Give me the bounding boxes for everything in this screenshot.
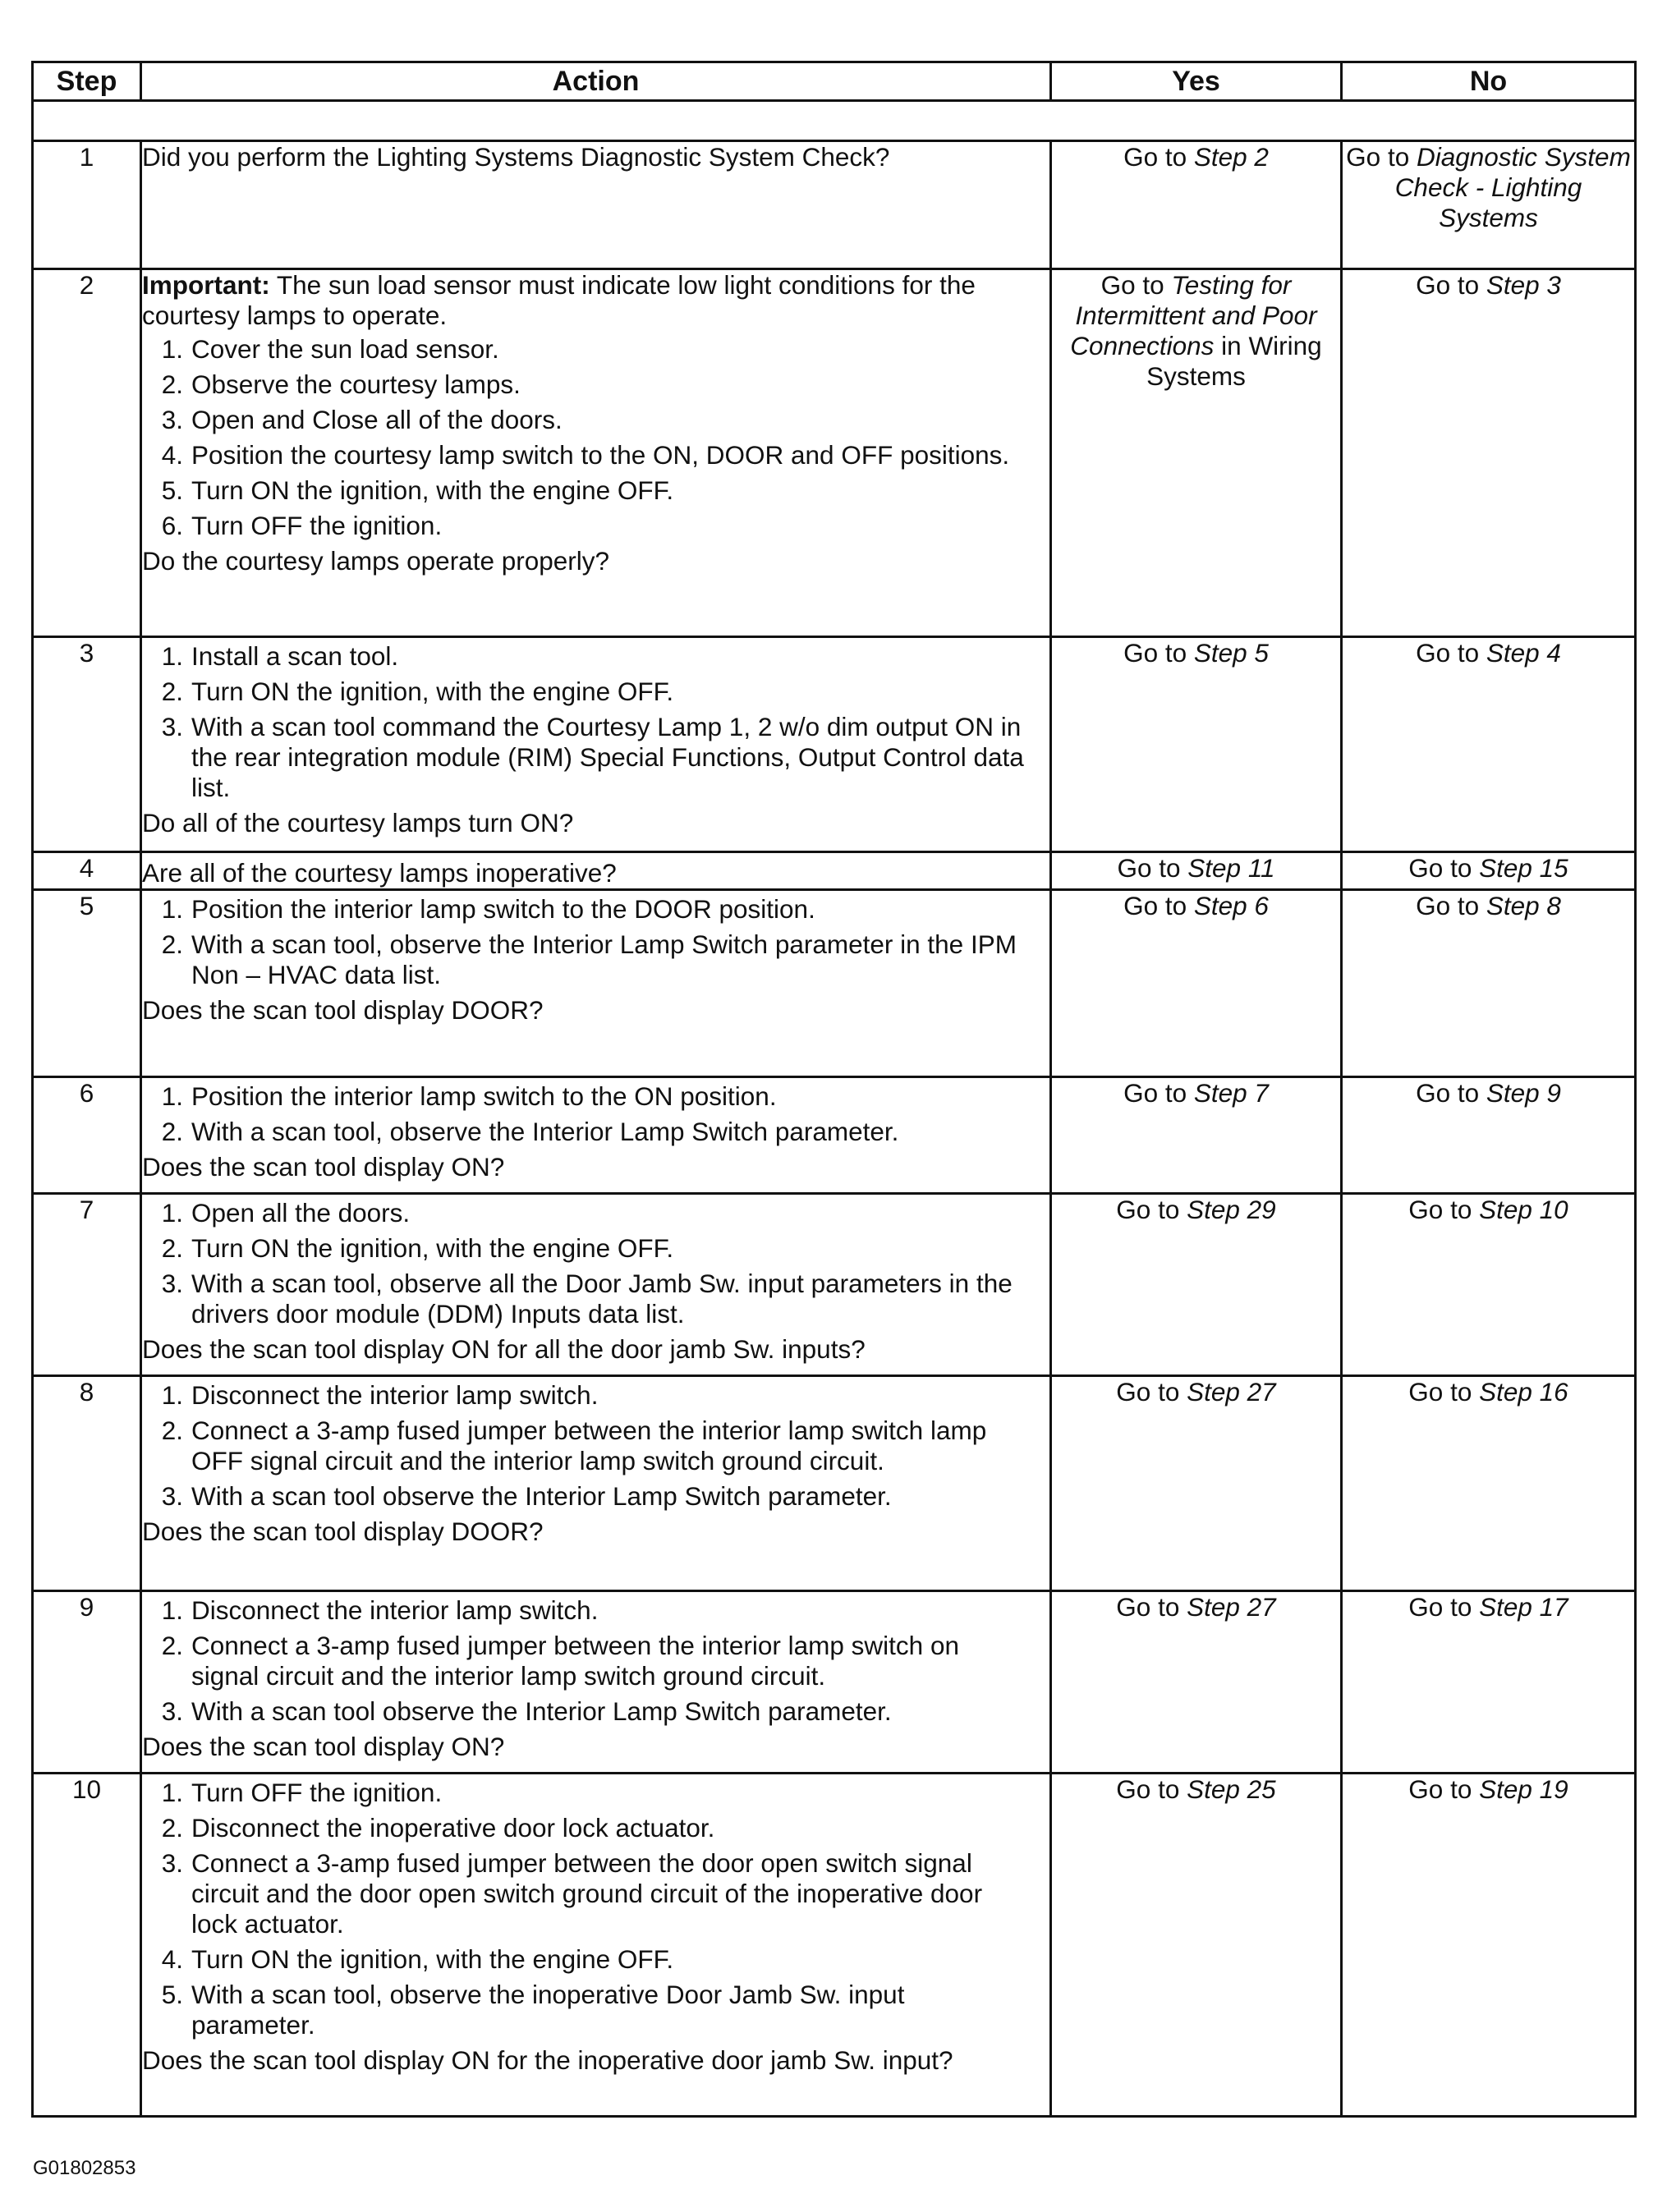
question-text: Does the scan tool display ON for all the door jamb Sw. inputs? — [142, 1334, 866, 1364]
procedure-item — [142, 929, 1049, 990]
question-text: Does the scan tool display ON for the inoperative door jamb Sw. input? — [142, 2045, 953, 2075]
procedure-item — [142, 641, 1049, 672]
no-cell — [1342, 1591, 1636, 1774]
goto-prefix: Go to — [1100, 270, 1172, 300]
step-number: 9 — [33, 1591, 141, 1774]
procedure-item — [142, 1198, 1049, 1228]
action-cell — [141, 1774, 1051, 2117]
table-row — [33, 1077, 1636, 1194]
no-cell — [1342, 890, 1636, 1077]
procedure-item — [142, 1269, 1049, 1329]
goto-target: Step 11 — [1187, 853, 1275, 883]
goto-target: Step 6 — [1193, 891, 1269, 920]
no-cell — [1342, 1376, 1636, 1591]
goto-target: Step 3 — [1486, 270, 1561, 300]
procedure-item — [142, 1813, 1049, 1843]
item-text: Connect a 3-amp fused jumper between the interior lamp switch lamp OFF signal circuit and the interior lamp switch ground circuit. — [191, 1416, 987, 1475]
goto-target: Step 8 — [1486, 891, 1561, 920]
procedure-item — [142, 1778, 1049, 1808]
goto-suffix: in Wiring Systems — [1146, 331, 1322, 391]
action-cell — [141, 1077, 1051, 1194]
item-number: 3. — [161, 1848, 183, 1878]
item-number: 1. — [161, 1595, 183, 1625]
goto-prefix: Go to — [1117, 853, 1188, 883]
item-text: With a scan tool, observe the inoperative Door Jamb Sw. input parameter. — [191, 1980, 905, 2040]
step-number: 7 — [33, 1194, 141, 1376]
item-number: 4. — [161, 440, 183, 470]
procedure-item — [142, 677, 1049, 707]
item-text: Disconnect the interior lamp switch. — [191, 1595, 599, 1625]
step-number: 10 — [33, 1774, 141, 2117]
step-number: 4 — [33, 852, 141, 890]
goto-target: Step 19 — [1479, 1774, 1568, 1804]
goto-target: Step 7 — [1193, 1078, 1269, 1108]
procedure-item — [142, 369, 1049, 400]
yes-cell — [1051, 1591, 1342, 1774]
action-cell — [141, 1591, 1051, 1774]
item-number: 5. — [161, 475, 183, 505]
item-number: 3. — [161, 405, 183, 434]
header-yes: Yes — [1051, 62, 1342, 101]
goto-target: Step 2 — [1193, 142, 1269, 172]
step-number: 3 — [33, 637, 141, 852]
goto-target: Step 29 — [1187, 1195, 1276, 1224]
item-text: With a scan tool observe the Interior Lamp Switch parameter. — [191, 1696, 892, 1726]
procedure-item — [142, 440, 1049, 470]
procedure-item — [142, 475, 1049, 506]
question-text: Do all of the courtesy lamps turn ON? — [142, 808, 574, 838]
no-cell — [1342, 269, 1636, 637]
table-row — [33, 1194, 1636, 1376]
no-cell — [1342, 1774, 1636, 2117]
procedure-item — [142, 511, 1049, 541]
yes-cell — [1051, 141, 1342, 269]
goto-prefix: Go to — [1116, 1377, 1187, 1407]
step-number: 2 — [33, 269, 141, 637]
goto-prefix: Go to — [1416, 891, 1486, 920]
goto-target: Testing for Intermittent and Poor Connections — [1070, 270, 1317, 360]
intro-text: Did you perform the Lighting Systems Diagnostic System Check? — [142, 142, 890, 172]
item-text: Position the interior lamp switch to the ON position. — [191, 1081, 777, 1111]
item-number: 2. — [161, 1117, 183, 1146]
goto-prefix: Go to — [1408, 1592, 1480, 1622]
table-row — [33, 852, 1636, 890]
diagnostic-table — [31, 61, 1637, 2118]
goto-target: Step 15 — [1479, 853, 1568, 883]
goto-target: Step 27 — [1187, 1377, 1276, 1407]
blank-cell — [33, 101, 1636, 141]
question-text: Does the scan tool display DOOR? — [142, 995, 544, 1025]
question-text: Does the scan tool display DOOR? — [142, 1517, 544, 1546]
item-number: 1. — [161, 641, 183, 671]
goto-prefix: Go to — [1123, 638, 1194, 668]
procedure-item — [142, 1481, 1049, 1512]
procedure-item — [142, 1848, 1049, 1939]
question-text: Does the scan tool display ON? — [142, 1152, 505, 1182]
goto-prefix: Go to — [1408, 1774, 1480, 1804]
goto-prefix: Go to — [1116, 1195, 1187, 1224]
action-intro — [142, 270, 1049, 331]
header-action: Action — [141, 62, 1051, 101]
item-text: Disconnect the inoperative door lock actuator. — [191, 1813, 715, 1843]
item-text: With a scan tool, observe the Interior Lamp Switch parameter. — [191, 1117, 899, 1146]
item-text: With a scan tool command the Courtesy Lamp 1, 2 w/o dim output ON in the rear integration module (RIM) Special Functions, Output Control data list. — [191, 712, 1024, 802]
item-number: 1. — [161, 1198, 183, 1228]
item-text: Turn ON the ignition, with the engine OFF. — [191, 677, 674, 706]
procedure-item — [142, 334, 1049, 365]
procedure-item — [142, 1696, 1049, 1727]
item-text: Cover the sun load sensor. — [191, 334, 499, 364]
goto-prefix: Go to — [1408, 1195, 1480, 1224]
goto-prefix: Go to — [1416, 270, 1486, 300]
goto-target: Step 17 — [1479, 1592, 1568, 1622]
table-row — [33, 1774, 1636, 2117]
goto-target: Step 25 — [1187, 1774, 1276, 1804]
procedure-item — [142, 1081, 1049, 1112]
item-number: 3. — [161, 1696, 183, 1726]
item-number: 4. — [161, 1944, 183, 1974]
procedure-item — [142, 894, 1049, 925]
yes-cell — [1051, 1774, 1342, 2117]
action-cell — [141, 1194, 1051, 1376]
table-row — [33, 637, 1636, 852]
yes-cell — [1051, 852, 1342, 890]
goto-target: Step 27 — [1187, 1592, 1276, 1622]
procedure-item — [142, 1595, 1049, 1626]
step-number: 1 — [33, 141, 141, 269]
yes-cell — [1051, 1376, 1342, 1591]
goto-prefix: Go to — [1408, 853, 1480, 883]
table-row — [33, 1591, 1636, 1774]
item-number: 1. — [161, 1778, 183, 1807]
procedure-item — [142, 1980, 1049, 2040]
goto-prefix: Go to — [1123, 142, 1194, 172]
item-number: 1. — [161, 1380, 183, 1410]
goto-prefix: Go to — [1116, 1592, 1187, 1622]
action-cell — [141, 269, 1051, 637]
action-cell — [141, 141, 1051, 269]
yes-cell — [1051, 269, 1342, 637]
table-row — [33, 269, 1636, 637]
action-intro — [142, 142, 1049, 172]
goto-prefix: Go to — [1116, 1774, 1187, 1804]
item-text: Install a scan tool. — [191, 641, 399, 671]
item-number: 1. — [161, 894, 183, 924]
intro-text: The sun load sensor must indicate low light conditions for the courtesy lamps to operate. — [142, 270, 976, 330]
item-number: 2. — [161, 677, 183, 706]
no-cell — [1342, 141, 1636, 269]
yes-cell — [1051, 890, 1342, 1077]
goto-prefix: Go to — [1123, 891, 1194, 920]
item-number: 3. — [161, 1481, 183, 1511]
item-number: 3. — [161, 712, 183, 741]
item-number: 2. — [161, 1416, 183, 1445]
procedure-item — [142, 1416, 1049, 1476]
yes-cell — [1051, 1194, 1342, 1376]
item-text: Disconnect the interior lamp switch. — [191, 1380, 599, 1410]
action-cell — [141, 852, 1051, 890]
no-cell — [1342, 852, 1636, 890]
procedure-item — [142, 1944, 1049, 1975]
goto-prefix: Go to — [1416, 1078, 1486, 1108]
item-number: 2. — [161, 1233, 183, 1263]
item-text: Observe the courtesy lamps. — [191, 369, 521, 399]
question-text: Are all of the courtesy lamps inoperative? — [142, 858, 617, 888]
yes-cell — [1051, 1077, 1342, 1194]
item-text: Connect a 3-amp fused jumper between the door open switch signal circuit and the door open switch ground circuit of the inoperative door lock actuator. — [191, 1848, 983, 1939]
item-number: 2. — [161, 929, 183, 959]
item-number: 2. — [161, 1631, 183, 1660]
goto-target: Step 10 — [1479, 1195, 1568, 1224]
table-row — [33, 1376, 1636, 1591]
goto-prefix: Go to — [1416, 638, 1486, 668]
item-text: With a scan tool, observe all the Door Jamb Sw. input parameters in the drivers door module (DDM) Inputs data list. — [191, 1269, 1013, 1329]
procedure-item — [142, 712, 1049, 803]
item-number: 1. — [161, 1081, 183, 1111]
no-cell — [1342, 637, 1636, 852]
item-number: 2. — [161, 369, 183, 399]
item-text: With a scan tool observe the Interior Lamp Switch parameter. — [191, 1481, 892, 1511]
no-cell — [1342, 1194, 1636, 1376]
goto-target: Step 4 — [1486, 638, 1561, 668]
question-text: Do the courtesy lamps operate properly? — [142, 546, 610, 576]
item-text: Turn ON the ignition, with the engine OFF. — [191, 1233, 674, 1263]
procedure-item — [142, 1380, 1049, 1411]
item-text: Position the courtesy lamp switch to the ON, DOOR and OFF positions. — [191, 440, 1010, 470]
item-text: Turn OFF the ignition. — [191, 1778, 443, 1807]
item-text: Open and Close all of the doors. — [191, 405, 563, 434]
goto-target: Diagnostic System Check - Lighting Systems — [1394, 142, 1631, 232]
item-number: 6. — [161, 511, 183, 540]
action-cell — [141, 637, 1051, 852]
item-text: Turn OFF the ignition. — [191, 511, 443, 540]
procedure-item — [142, 1233, 1049, 1264]
item-text: Position the interior lamp switch to the DOOR position. — [191, 894, 815, 924]
procedure-item — [142, 1117, 1049, 1147]
item-number: 3. — [161, 1269, 183, 1298]
item-number: 2. — [161, 1813, 183, 1843]
goto-prefix: Go to — [1346, 142, 1417, 172]
figure-id: G01802853 — [33, 2157, 136, 2179]
goto-prefix: Go to — [1123, 1078, 1194, 1108]
no-cell — [1342, 1077, 1636, 1194]
header-no: No — [1342, 62, 1636, 101]
item-text: With a scan tool, observe the Interior Lamp Switch parameter in the IPM Non – HVAC data list. — [191, 929, 1017, 989]
step-number: 6 — [33, 1077, 141, 1194]
item-text: Open all the doors. — [191, 1198, 411, 1228]
goto-prefix: Go to — [1408, 1377, 1480, 1407]
important-label: Important: — [142, 270, 270, 300]
goto-target: Step 9 — [1486, 1078, 1561, 1108]
step-number: 8 — [33, 1376, 141, 1591]
item-number: 1. — [161, 334, 183, 364]
step-number: 5 — [33, 890, 141, 1077]
header-step: Step — [33, 62, 141, 101]
header-row — [33, 62, 1636, 101]
procedure-item — [142, 1631, 1049, 1691]
blank-row — [33, 101, 1636, 141]
table-row — [33, 890, 1636, 1077]
yes-cell — [1051, 637, 1342, 852]
item-text: Connect a 3-amp fused jumper between the interior lamp switch on signal circuit and the interior lamp switch ground circuit. — [191, 1631, 959, 1691]
action-cell — [141, 890, 1051, 1077]
question-text: Does the scan tool display ON? — [142, 1732, 505, 1761]
procedure-item — [142, 405, 1049, 435]
goto-target: Step 5 — [1193, 638, 1269, 668]
item-number: 5. — [161, 1980, 183, 2009]
item-text: Turn ON the ignition, with the engine OFF. — [191, 475, 674, 505]
table-row — [33, 141, 1636, 269]
action-cell — [141, 1376, 1051, 1591]
item-text: Turn ON the ignition, with the engine OFF. — [191, 1944, 674, 1974]
goto-target: Step 16 — [1479, 1377, 1568, 1407]
